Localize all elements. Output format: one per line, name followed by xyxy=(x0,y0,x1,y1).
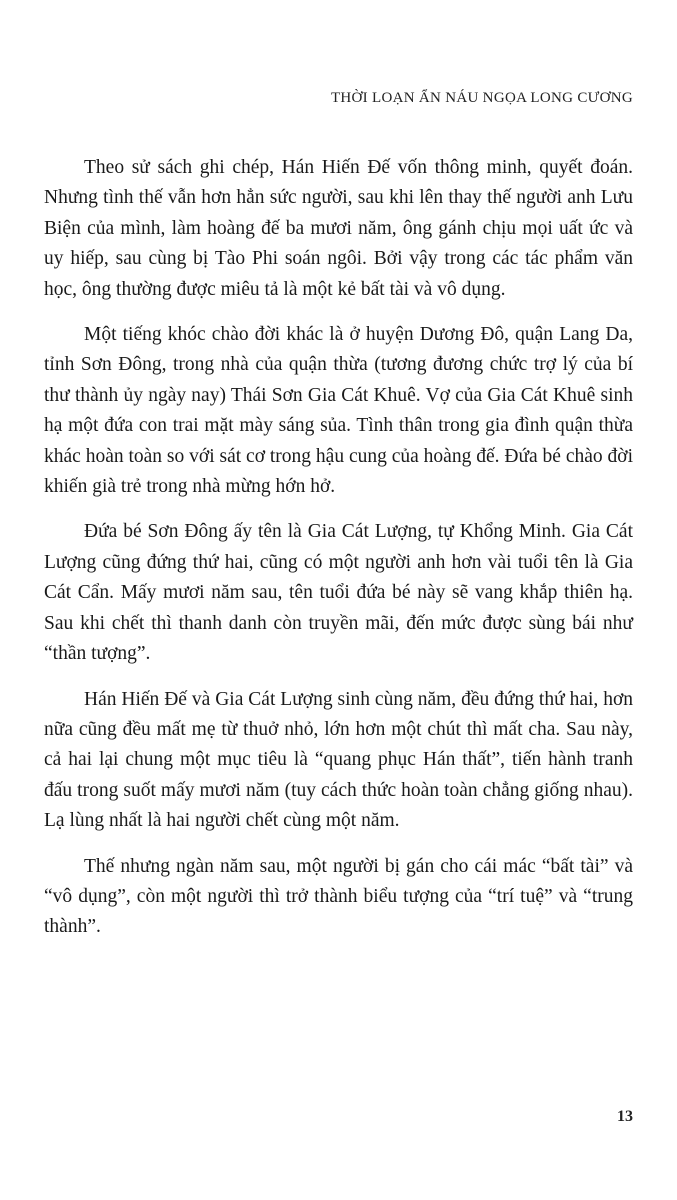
paragraph-2: Một tiếng khóc chào đời khác là ở huyện Dương Đô, quận Lang Da, tỉnh Sơn Đông, trong nhà của quận thừa (tương đương chức trợ lý của bí thư thành ủy ngày nay) Thái Sơn Gia Cát Khuê. Vợ của Gia Cát Khuê sinh hạ một đứa con trai mặt mày sáng sủa. Tình thân trong gia đình quận thừa khác hoàn toàn so với sát cơ trong hậu cung của hoàng đế. Đứa bé chào đời khiến già trẻ trong nhà mừng hớn hở. xyxy=(44,324,633,498)
paragraph-5: Thế nhưng ngàn năm sau, một người bị gán cho cái mác “bất tài” và “vô dụng”, còn một người thì trở thành biểu tượng của “trí tuệ” và “trung thành”. xyxy=(44,855,633,938)
paragraph-1: Theo sử sách ghi chép, Hán Hiến Đế vốn thông minh, quyết đoán. Nhưng tình thế vẫn hơn hẳn sức người, sau khi lên thay thế người anh Lưu Biện của mình, làm hoàng đế ba mươi năm, ông gánh chịu mọi uất ức và uy hiếp, sau cùng bị Tào Phi soán ngôi. Bởi vậy trong các tác phẩm văn học, ông thường được miêu tả là một kẻ bất tài và vô dụng. xyxy=(44,157,633,300)
body-text xyxy=(44,153,633,958)
paragraph-4: Hán Hiến Đế và Gia Cát Lượng sinh cùng năm, đều đứng thứ hai, hơn nữa cũng đều mất mẹ từ thuở nhỏ, lớn hơn một chút thì mất cha. Sau này, cả hai lại chung một mục tiêu là “quang phục Hán thất”, tiến hành tranh đấu trong suốt mấy mươi năm (tuy cách thức hoàn toàn chẳng giống nhau). Lạ lùng nhất là hai người chết cùng một năm. xyxy=(44,688,633,832)
running-header: THỜI LOẠN ẨN NÁU NGỌA LONG CƯƠNG xyxy=(330,90,633,106)
paragraph-3: Đứa bé Sơn Đông ấy tên là Gia Cát Lượng, tự Khổng Minh. Gia Cát Lượng cũng đứng thứ hai, cũng có một người anh hơn vài tuổi tên là Gia Cát Cẩn. Mấy mươi năm sau, tên tuổi đứa bé này sẽ vang khắp thiên hạ. Sau khi chết thì thanh danh còn truyền mãi, đến mức được sùng bái như “thần tượng”. xyxy=(44,521,633,665)
page-number: 13 xyxy=(617,1108,633,1125)
